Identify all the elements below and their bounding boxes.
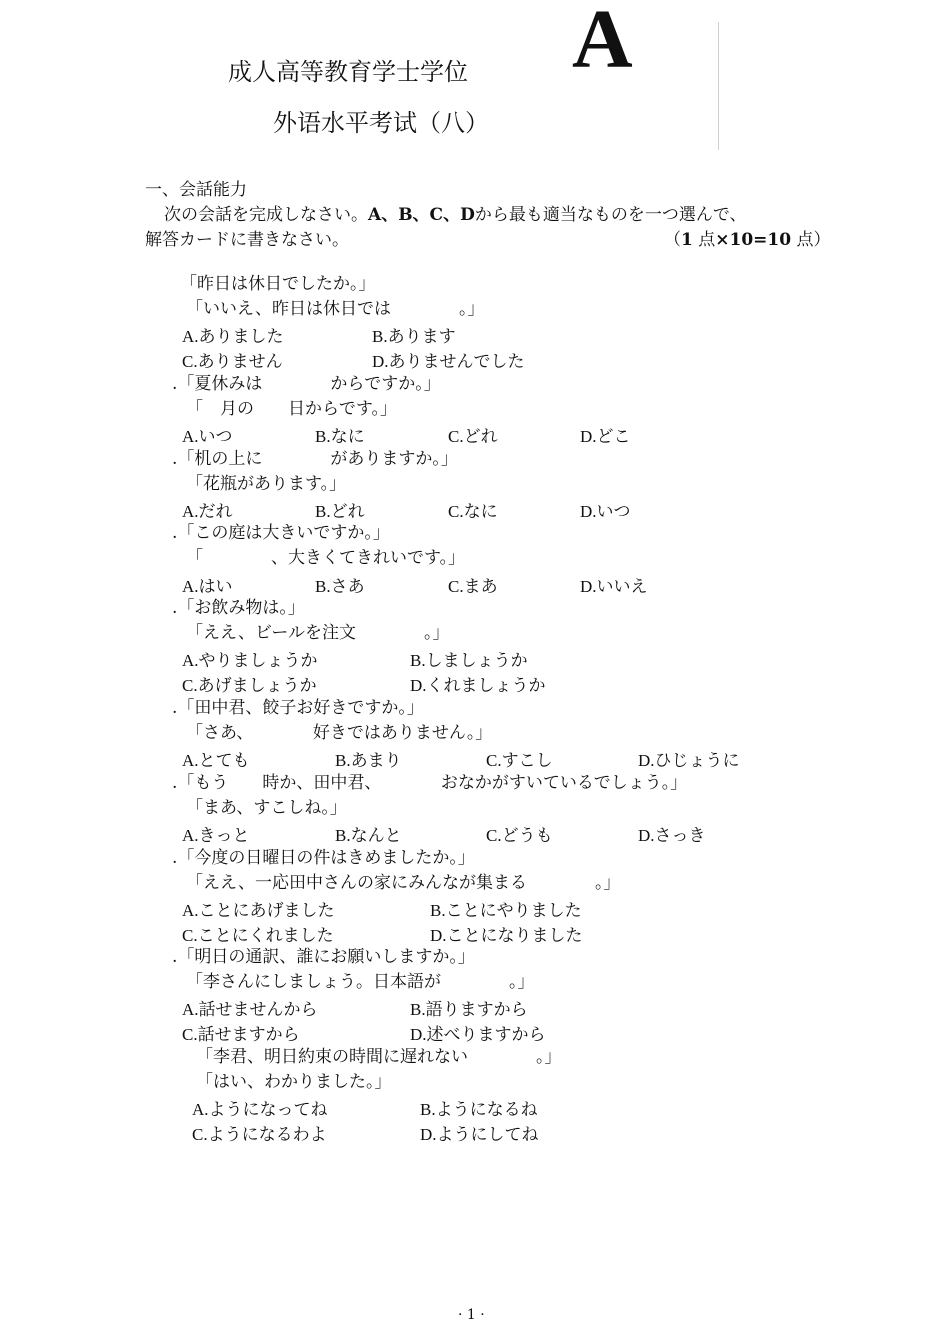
title-line-2: 外语水平考试（八）: [273, 109, 489, 137]
option-a: [182, 896, 335, 921]
option-text: ことにあげました: [198, 901, 335, 921]
instruction-text-2: から最も適当なものを一つ選んで、: [474, 205, 747, 225]
score-unit: 点: [692, 230, 716, 250]
question-prompt: .「明日の通訳、誰にお願いしますか。」: [172, 947, 475, 967]
score-note: [664, 225, 830, 250]
option-letter: D.: [580, 577, 597, 596]
option-letter: C.: [182, 926, 198, 945]
page-number: · 1 ·: [458, 1307, 485, 1323]
option-letter: B.: [430, 901, 446, 920]
option-letter: C.: [182, 676, 198, 695]
option-text: まあ: [463, 577, 498, 597]
option-text: ようになるね: [435, 1100, 538, 1120]
option-text: 述べりますから: [426, 1025, 546, 1045]
option-text: ことにくれました: [197, 926, 334, 946]
option-text: あげましょうか: [197, 676, 317, 696]
option-text: だれ: [198, 502, 233, 522]
option-letter: B.: [420, 1100, 436, 1119]
option-text: どこ: [596, 427, 631, 447]
option-text: いつ: [596, 502, 631, 522]
question-prompt: .「もう 時か、田中君、 おなかがすいているでしょう。」: [172, 773, 688, 793]
question-prompt: 「昨日は休日でしたか。」: [180, 274, 376, 294]
instruction-letters: A、B、C、D: [368, 205, 475, 225]
option-letter: A.: [182, 751, 199, 770]
question-prompt: .「今度の日曜日の件はきめましたか。」: [172, 848, 475, 868]
option-text: 語りますから: [425, 1000, 528, 1020]
option-text: ありませんでした: [388, 352, 525, 372]
option-text: ようになるわよ: [207, 1125, 327, 1145]
option-b: [335, 821, 402, 846]
option-text: さっき: [654, 826, 706, 846]
option-d: [420, 1120, 539, 1145]
option-letter: A.: [182, 901, 199, 920]
option-a: [182, 995, 318, 1020]
option-letter: B.: [410, 651, 426, 670]
option-letter: B.: [315, 502, 331, 521]
option-letter: A.: [192, 1100, 209, 1119]
option-text: どれ: [330, 502, 365, 522]
option-text: しましょうか: [425, 651, 528, 671]
option-c: [182, 1020, 300, 1045]
option-letter: D.: [580, 427, 597, 446]
question-prompt: 「李君、明日約束の時間に遅れない 。」: [196, 1047, 562, 1067]
option-letter: A.: [182, 826, 199, 845]
option-b: [335, 746, 402, 771]
margin-divider: [718, 22, 719, 150]
question-response: 「さあ、 好きではありません。」: [186, 723, 493, 743]
option-c: [192, 1120, 327, 1145]
option-text: あまり: [350, 751, 402, 771]
option-letter: C.: [182, 1025, 198, 1044]
question-prompt: .「田中君、餃子お好きですか。」: [172, 698, 424, 718]
option-text: きっと: [198, 826, 250, 846]
option-letter: B.: [335, 826, 351, 845]
option-letter: B.: [410, 1000, 426, 1019]
option-a: [182, 646, 318, 671]
instruction-line-2: 解答カードに書きなさい。: [145, 230, 349, 250]
option-text: なに: [463, 502, 498, 522]
option-b: [420, 1095, 538, 1120]
question-prompt: .「夏休みは からですか。」: [172, 374, 441, 394]
option-b: [315, 497, 365, 522]
option-text: ことになりました: [446, 926, 583, 946]
option-letter: D.: [410, 676, 427, 695]
option-letter: B.: [335, 751, 351, 770]
option-letter: B.: [315, 427, 331, 446]
option-text: どれ: [463, 427, 498, 447]
option-a: [182, 746, 250, 771]
option-a: [192, 1095, 328, 1120]
option-c: [182, 921, 334, 946]
option-d: [372, 347, 525, 372]
option-letter: D.: [638, 826, 655, 845]
option-b: [315, 572, 365, 597]
option-letter: A.: [182, 502, 199, 521]
option-letter: D.: [638, 751, 655, 770]
score-points: 1: [681, 230, 693, 250]
option-b: [315, 422, 365, 447]
option-c: [448, 422, 498, 447]
question-response: 「ええ、ビールを注文 。」: [186, 623, 450, 643]
option-letter: D.: [430, 926, 447, 945]
option-text: なんと: [350, 826, 402, 846]
option-letter: C.: [486, 751, 502, 770]
option-d: [638, 821, 706, 846]
option-c: [448, 497, 498, 522]
option-text: ことにやりました: [445, 901, 582, 921]
option-b: [410, 646, 528, 671]
option-letter: D.: [580, 502, 597, 521]
option-b: [430, 896, 582, 921]
option-letter: C.: [182, 352, 198, 371]
instruction-text-1: 次の会話を完成しなさい。: [164, 205, 368, 225]
question-response: 「李さんにしましょう。日本語が 。」: [186, 972, 535, 992]
option-letter: A.: [182, 327, 199, 346]
option-text: くれましょうか: [426, 676, 546, 696]
option-text: なに: [330, 427, 365, 447]
option-text: すこし: [501, 751, 553, 771]
option-c: [486, 746, 553, 771]
option-a: [182, 821, 250, 846]
option-letter: C.: [486, 826, 502, 845]
question-prompt: .「お飲み物は。」: [172, 598, 305, 618]
question-response: 「花瓶があります。」: [186, 474, 347, 494]
option-text: さあ: [330, 577, 365, 597]
paper-version-letter: A: [572, 0, 633, 86]
option-text: やりましょうか: [198, 651, 318, 671]
question-prompt: .「机の上に がありますか。」: [172, 449, 458, 469]
option-text: ひじょうに: [654, 751, 740, 771]
option-text: どうも: [501, 826, 553, 846]
option-d: [580, 572, 648, 597]
option-text: ありません: [197, 352, 283, 372]
option-c: [182, 671, 317, 696]
option-c: [182, 347, 283, 372]
option-d: [430, 921, 583, 946]
option-text: 話せますから: [197, 1025, 300, 1045]
option-a: [182, 497, 233, 522]
option-c: [486, 821, 553, 846]
question-response: 「まあ、すこしね。」: [186, 798, 347, 818]
option-letter: A.: [182, 651, 199, 670]
section-heading: 一、会話能力: [145, 180, 247, 200]
question-response: 「ええ、一応田中さんの家にみんなが集まる 。」: [186, 873, 621, 893]
option-d: [580, 422, 631, 447]
option-text: はい: [198, 577, 233, 597]
option-text: あります: [387, 327, 456, 347]
option-text: いいえ: [596, 577, 648, 597]
option-a: [182, 422, 233, 447]
option-letter: B.: [315, 577, 331, 596]
score-multiplier: ×10=10: [715, 230, 792, 250]
option-text: いつ: [198, 427, 233, 447]
option-d: [410, 671, 546, 696]
option-d: [580, 497, 631, 522]
question-prompt: .「この庭は大きいですか。」: [172, 523, 390, 543]
option-letter: A.: [182, 1000, 199, 1019]
option-letter: C.: [448, 502, 464, 521]
option-letter: C.: [448, 427, 464, 446]
option-d: [410, 1020, 546, 1045]
instruction-line-1: [164, 200, 747, 225]
option-letter: C.: [192, 1125, 208, 1144]
option-letter: D.: [372, 352, 389, 371]
option-letter: A.: [182, 577, 199, 596]
option-text: ありました: [198, 327, 284, 347]
question-response: 「 月の 日からです。」: [186, 399, 397, 419]
option-a: [182, 322, 284, 347]
question-response: 「いいえ、昨日は休日では 。」: [186, 299, 485, 319]
option-letter: A.: [182, 427, 199, 446]
question-response: 「はい、わかりました。」: [196, 1072, 392, 1092]
option-text: ようにしてね: [436, 1125, 539, 1145]
question-response: 「 、大きくてきれいです。」: [186, 548, 466, 568]
option-letter: C.: [448, 577, 464, 596]
option-d: [638, 746, 740, 771]
option-b: [410, 995, 528, 1020]
option-a: [182, 572, 233, 597]
option-letter: B.: [372, 327, 388, 346]
option-text: とても: [198, 751, 250, 771]
score-close: 点）: [791, 230, 831, 250]
option-letter: D.: [420, 1125, 437, 1144]
option-letter: D.: [410, 1025, 427, 1044]
score-open: （: [664, 230, 681, 250]
option-c: [448, 572, 498, 597]
title-line-1: 成人高等教育学士学位: [228, 58, 468, 86]
option-text: ようになってね: [208, 1100, 328, 1120]
option-b: [372, 322, 456, 347]
option-text: 話せませんから: [198, 1000, 318, 1020]
